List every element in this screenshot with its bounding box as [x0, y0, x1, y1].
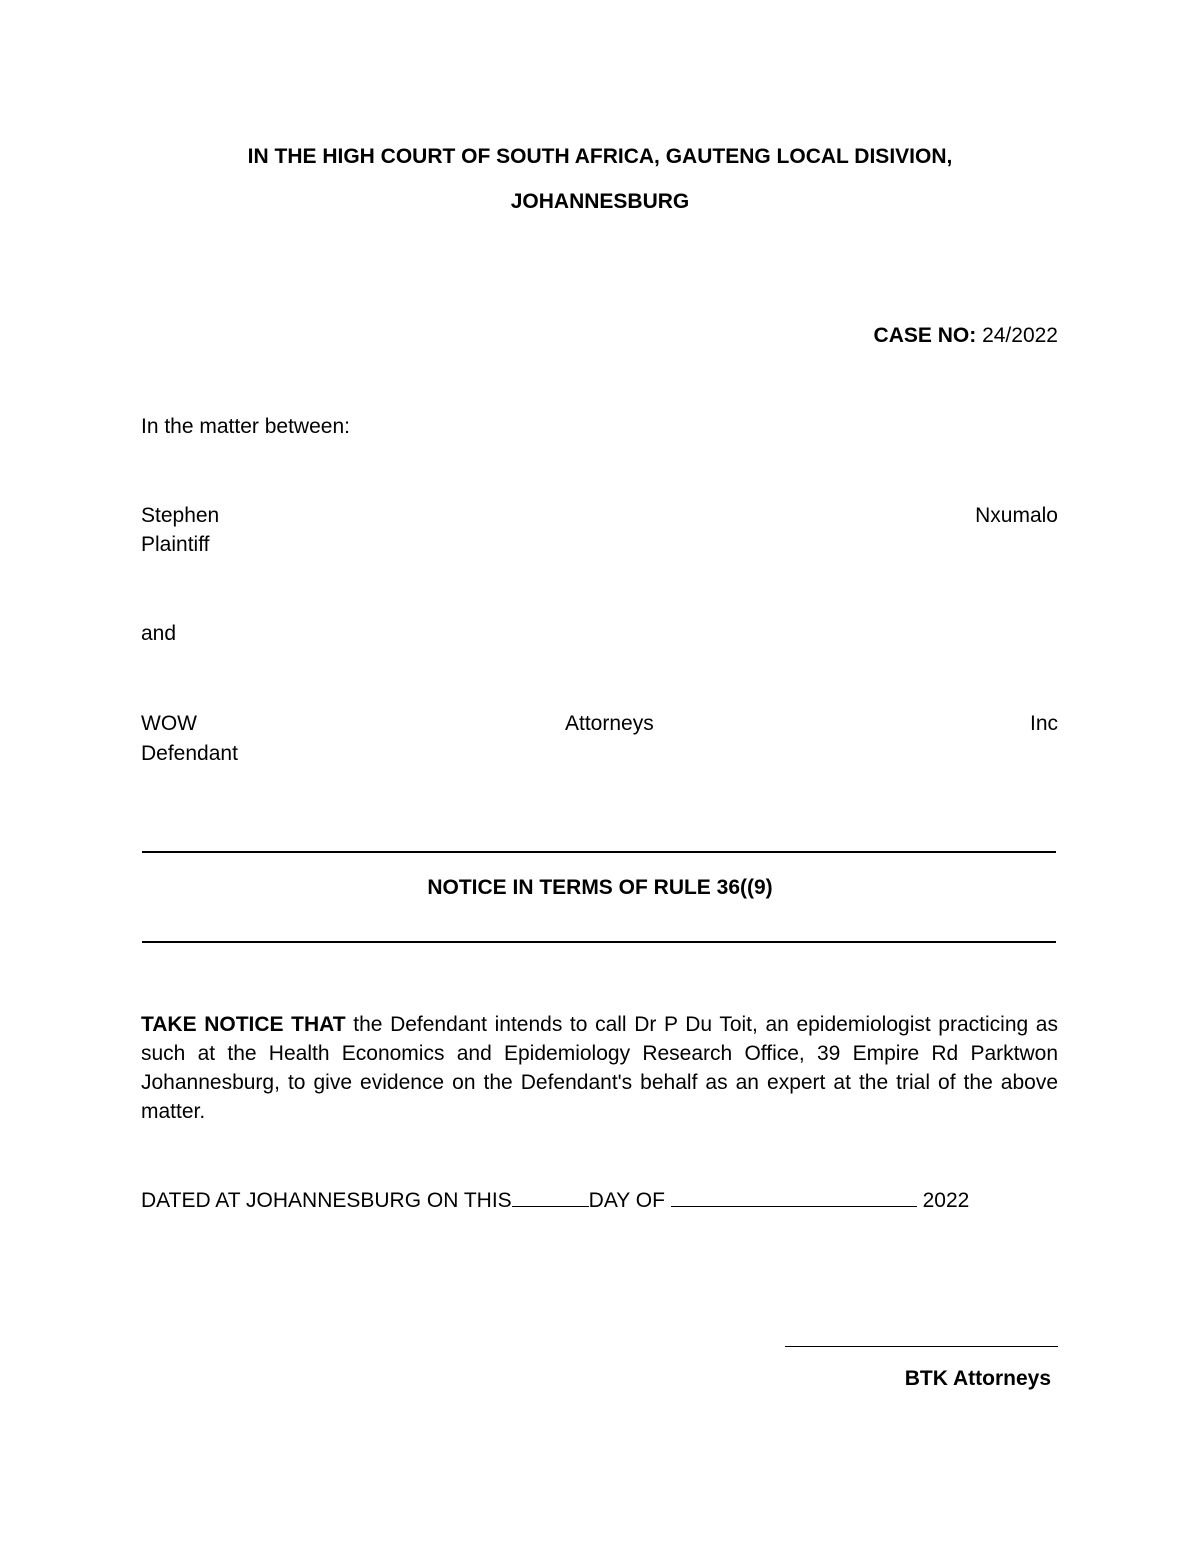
signatory: BTK Attorneys: [904, 1367, 1051, 1390]
notice-body-lead: TAKE NOTICE THAT: [141, 1013, 346, 1036]
plaintiff-role: Plaintiff: [141, 533, 210, 556]
court-heading-line2: JOHANNESBURG: [510, 190, 690, 213]
dated-prefix: DATED AT JOHANNESBURG ON THIS: [141, 1189, 512, 1212]
case-number: [874, 325, 1058, 346]
plaintiff-first-name: Stephen: [141, 504, 220, 527]
month-blank: [671, 1205, 917, 1207]
court-heading-line1: IN THE HIGH COURT OF SOUTH AFRICA, GAUTENG LOCAL DISIVION,: [247, 145, 953, 168]
case-number-label: CASE NO:: [873, 324, 977, 347]
defendant-name-part1: WOW: [141, 712, 197, 735]
defendant-role: Defendant: [141, 742, 238, 765]
day-blank: [512, 1205, 589, 1207]
signature-line: [785, 1346, 1058, 1347]
notice-top-rule: [142, 851, 1056, 853]
and-text: and: [141, 622, 177, 645]
plaintiff-last-name: Nxumalo: [975, 504, 1058, 527]
defendant-name-part3: Inc: [1029, 712, 1058, 735]
notice-body-text: the Defendant intends to call Dr P Du Toit, an epidemiologist practicing as such at the Health Economics and Epidemiology Research Office, 39 Empire Rd Parktwon Johannesburg, to give evidence on the Defendant's behalf as an expert at the trial of the above matter.: [141, 1013, 1058, 1123]
case-number-value: 24/2022: [982, 324, 1058, 347]
matter-intro: In the matter between:: [141, 415, 350, 438]
dated-line: [141, 1190, 969, 1211]
notice-title: NOTICE IN TERMS OF RULE 36((9): [427, 876, 773, 899]
notice-body: [141, 1010, 1058, 1126]
defendant-name-part2: Attorneys: [565, 712, 654, 735]
dated-middle: DAY OF: [588, 1189, 671, 1212]
notice-bottom-rule: [142, 941, 1056, 943]
dated-year: 2022: [916, 1189, 970, 1212]
